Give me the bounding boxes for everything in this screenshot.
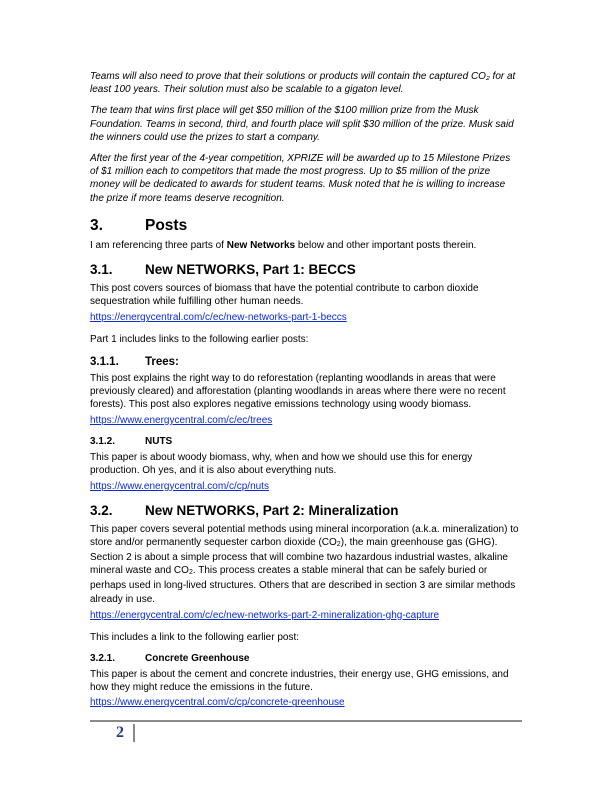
subscript: 2 <box>188 569 193 577</box>
trees-link[interactable]: https://www.energycentral.com/c/ec/trees <box>90 415 273 427</box>
section-number: 3.1. <box>90 262 113 278</box>
subscript: 2 <box>336 540 341 548</box>
section-number: 3. <box>90 216 103 234</box>
intro-bold-text: New Networks <box>226 239 296 251</box>
section-3-1-2-body: This paper is about woody biomass, why, when and how we should use this for energy production. Oh yes, and it is also about everything nuts. <box>90 452 473 477</box>
intro-text-end: below and other important posts therein. <box>295 239 477 251</box>
section-3-1-2-heading <box>90 435 520 448</box>
page-number-divider <box>133 724 135 742</box>
beccs-link[interactable]: https://energycentral.com/c/ec/new-networks-part-1-beccs <box>90 312 347 324</box>
section-3-2-1-body: This paper is about the cement and concrete industries, their energy use, GHG emissions, and how they might reduce the emissions in the future. <box>90 669 509 694</box>
page-number: 2 <box>116 724 124 741</box>
section-number: 3.2.1. <box>90 653 116 665</box>
section-number: 3.1.1. <box>90 355 119 368</box>
section-3-1-1-body: This post explains the right way to do reforestation (replanting woodlands in areas that were previously cleared) and afforestation (planting woodlands in areas where there were no recent forests). This post also explores negative emissions technology using woody biomass. <box>90 372 506 411</box>
section-number: 3.1.2. <box>90 436 116 448</box>
footer-rule <box>90 720 522 722</box>
section-3-2-heading <box>90 503 520 519</box>
mineralization-link[interactable]: https://energycentral.com/c/ec/new-networks-part-2-mineralization-ghg-capture <box>90 609 440 621</box>
section-3-2-note: This includes a link to the following earlier post: <box>90 631 299 643</box>
body-text: . This process creates a stable mineral that can be safely buried or perhaps used in long-lived structures. Others that are described in section 3 are similar methods already in use. <box>90 565 516 605</box>
document-page <box>90 70 520 709</box>
section-3-intro <box>90 239 520 252</box>
intro-text: I am referencing three parts of <box>90 239 227 251</box>
concrete-greenhouse-link[interactable]: https://www.energycentral.com/c/cp/concrete-greenhouse <box>90 697 345 709</box>
section-3-1-heading <box>90 262 520 278</box>
section-title: New NETWORKS, Part 1: BECCS <box>145 262 356 278</box>
section-3-2-body <box>90 523 520 606</box>
section-title: New NETWORKS, Part 2: Mineralization <box>145 502 399 518</box>
intro-paragraph-2: The team that wins first place will get $50 million of the $100 million prize from the Musk Foundation. Teams in second, third, and fourth place will split $30 million of the prize. Musk said the winners could use the prizes to start a company. <box>90 105 514 143</box>
section-3-heading <box>90 217 520 235</box>
section-title: Trees: <box>145 355 179 368</box>
intro-paragraph-3: After the first year of the 4-year competition, XPRIZE will be awarded up to 15 Milestone Prizes of $1 million each to competitors that made the most progress. Up to $5 million of the prize money will be dedicated to awards for student teams. Musk noted that he is willing to increase the prize if more teams deserve recognition. <box>90 153 511 204</box>
body-text: This paper covers several potential methods using mineral incorporation (a.k.a. mineralization) to store and/or permanently sequester carbon dioxide (CO <box>90 523 519 548</box>
section-3-2-1-heading <box>90 652 520 665</box>
section-number: 3.2. <box>90 502 113 518</box>
section-3-1-1-heading <box>90 355 520 369</box>
intro-paragraph-1: Teams will also need to prove that their solutions or products will contain the captured CO₂ for at least 100 years. Their solution must also be scalable to a gigaton level. <box>90 71 516 96</box>
section-title: Concrete Greenhouse <box>145 653 250 665</box>
body-text: ), the main greenhouse gas (GHG). Section 2 is about a simple process that will combine two hazardous industrial wastes, alkaline mineral waste and CO <box>90 536 508 577</box>
nuts-link[interactable]: https://www.energycentral.com/c/cp/nuts <box>90 480 269 492</box>
section-title: Posts <box>145 216 188 234</box>
section-3-1-note: Part 1 includes links to the following earlier posts: <box>90 334 309 346</box>
section-title: NUTS <box>145 436 173 448</box>
section-3-1-body: This post covers sources of biomass that have the potential contribute to carbon dioxide sequestration while fulfilling other human needs. <box>90 283 479 308</box>
